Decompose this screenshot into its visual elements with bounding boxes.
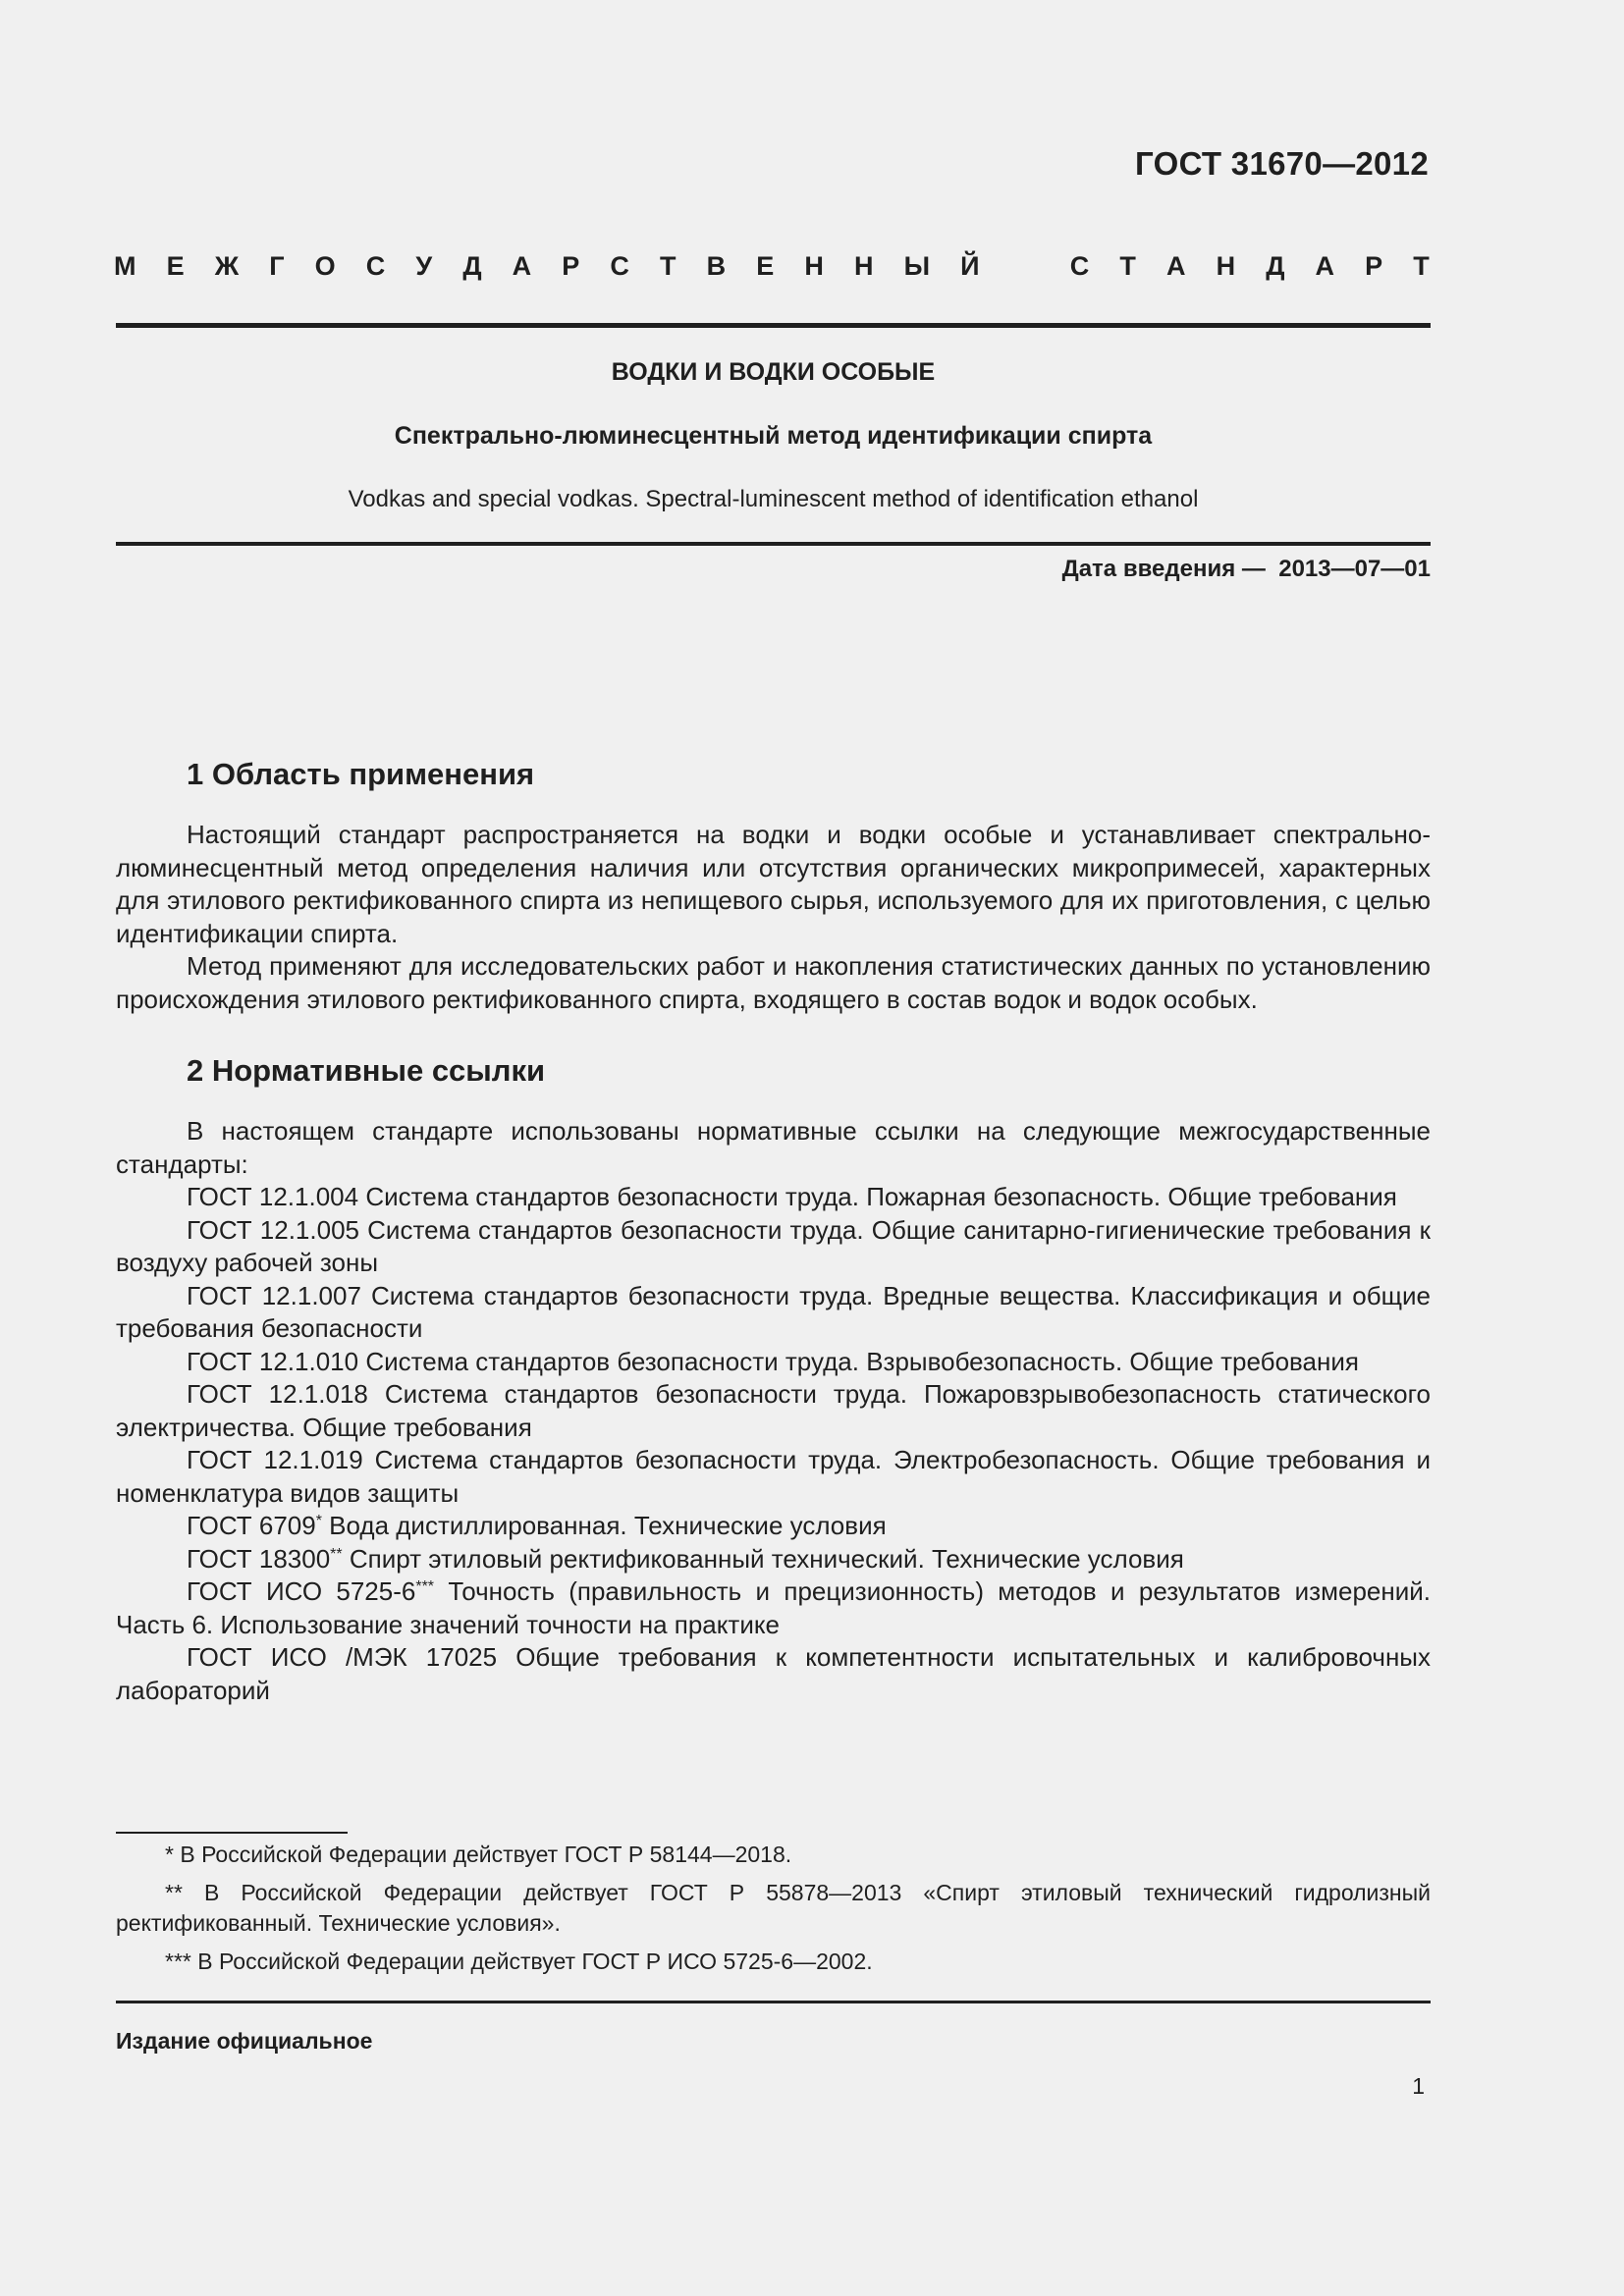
- section-1-paragraph: Метод применяют для исследовательских работ и накопления статистических данных по установлению происхождения этилового ректификованного спирта, входящего в состав водок и водок особых.: [116, 951, 1431, 1014]
- banner-letter: А: [512, 251, 532, 281]
- reference-title: Система стандартов безопасности труда. Общие санитарно-гигиенические требования к воздуху рабочей зоны: [116, 1214, 1431, 1277]
- normative-reference: [116, 1280, 1431, 1346]
- reference-code: ГОСТ 12.1.019: [187, 1445, 363, 1474]
- reference-title: Система стандартов безопасности труда. Пожаровзрывобезопасность статического электричества. Общие требования: [116, 1379, 1432, 1442]
- banner-letter: Н: [1216, 251, 1236, 281]
- section-1-paragraph: Настоящий стандарт распространяется на водки и водки особые и устанавливает спектрально-люминесцентный метод определения наличия или отсутствия органических микропримесей, характерных для этилового ректификованного спирта из непищевого сырья, используемого для их приготовления, с целью идентификации спирта.: [116, 820, 1431, 948]
- reference-code: ГОСТ 12.1.010: [187, 1346, 359, 1376]
- banner-gap: [1010, 251, 1040, 282]
- banner-letter: Н: [853, 251, 874, 281]
- document-number: ГОСТ 31670—2012: [1135, 145, 1429, 182]
- section-1-heading: 1 Область применения: [187, 757, 535, 791]
- normative-reference: [116, 1575, 1431, 1641]
- footnote-1: * В Российской Федерации действует ГОСТ Р 58144—2018.: [165, 1842, 792, 1867]
- footnote-marker: *: [315, 1513, 322, 1529]
- reference-code: ГОСТ 6709: [187, 1511, 316, 1540]
- english-title: Vodkas and special vodkas. Spectral-luminescent method of identification ethanol: [348, 486, 1199, 512]
- introduction-date: [1062, 556, 1431, 583]
- footnotes: [116, 1840, 1431, 1985]
- banner-letter: О: [314, 251, 336, 281]
- reference-title: Система стандартов безопасности труда. Пожарная безопасность. Общие требования: [365, 1182, 1397, 1211]
- footnote-3: *** В Российской Федерации действует ГОСТ Р ИСО 5725-6—2002.: [165, 1949, 873, 1974]
- normative-reference: [116, 1641, 1431, 1707]
- section-2-intro: В настоящем стандарте использованы нормативные ссылки на следующие межгосударственные стандарты:: [116, 1116, 1431, 1179]
- reference-title: Система стандартов безопасности труда. Электробезопасность. Общие требования и номенклатура видов защиты: [116, 1445, 1431, 1508]
- banner-letter: Ы: [903, 251, 931, 281]
- header-rule: [116, 323, 1431, 328]
- banner-letter: Р: [562, 251, 580, 281]
- intro-date-value: 2013—07—01: [1278, 556, 1431, 582]
- intro-date-label: Дата введения —: [1061, 556, 1266, 582]
- reference-title: Общие требования к компетентности испытательных и калибровочных лабораторий: [116, 1642, 1431, 1705]
- reference-title: Спирт этиловый ректификованный технический. Технические условия: [349, 1543, 1184, 1574]
- footnote-2: ** В Российской Федерации действует ГОСТ Р 55878—2013 «Спирт этиловый технический гидролизный ректификованный. Технические условия».: [116, 1880, 1431, 1936]
- banner-letter: С: [1069, 251, 1090, 281]
- section-2-heading: 2 Нормативные ссылки: [187, 1053, 546, 1088]
- banner-letter: Т: [660, 251, 677, 281]
- banner-letter: Д: [1266, 251, 1285, 281]
- reference-code: ГОСТ ИСО /МЭК 17025: [187, 1642, 498, 1672]
- banner-letter: У: [415, 251, 433, 281]
- banner-letter: А: [1165, 251, 1186, 281]
- banner-letter: Р: [1365, 251, 1383, 281]
- banner-letter: Й: [960, 251, 980, 281]
- section-2-body: [116, 1115, 1431, 1707]
- normative-reference: [116, 1346, 1431, 1379]
- reference-title: Вода дистиллированная. Технические условия: [329, 1511, 887, 1540]
- document-subtitle: Спектрально-люминесцентный метод идентификации спирта: [394, 422, 1153, 450]
- edition-label: Издание официальное: [116, 2028, 373, 2054]
- title-rule: [116, 542, 1431, 546]
- reference-code: ГОСТ 12.1.007: [187, 1280, 361, 1310]
- banner-letter: В: [706, 251, 727, 281]
- banner-letter: С: [365, 251, 386, 281]
- normative-reference: [116, 1510, 1431, 1543]
- section-1-body: [116, 819, 1431, 1016]
- reference-title: Точность (правильность и прецизионность) методов и результатов измерений. Часть 6. Использование значений точности на практике: [116, 1576, 1431, 1639]
- reference-code: ГОСТ 18300: [187, 1543, 331, 1574]
- document-title: ВОДКИ И ВОДКИ ОСОБЫЕ: [611, 358, 936, 386]
- reference-code: ГОСТ 12.1.018: [187, 1379, 368, 1409]
- banner-letter: Н: [804, 251, 824, 281]
- reference-title: Система стандартов безопасности труда. Взрывобезопасность. Общие требования: [365, 1346, 1359, 1376]
- banner-letter: М: [114, 251, 136, 281]
- reference-code: ГОСТ ИСО 5725-6: [187, 1576, 416, 1606]
- page-number: 1: [1412, 2073, 1425, 2099]
- normative-reference: [116, 1214, 1431, 1280]
- normative-reference: [116, 1378, 1431, 1444]
- banner-letter: Е: [166, 251, 185, 281]
- banner-letter: Ж: [214, 251, 240, 281]
- banner-letter: Д: [462, 251, 482, 281]
- footnote-marker: ***: [415, 1578, 435, 1595]
- banner-letter: Т: [1119, 251, 1136, 281]
- footnote-separator: [116, 1832, 348, 1834]
- normative-reference: [116, 1181, 1431, 1214]
- footnote-marker: **: [330, 1545, 343, 1563]
- banner-letter: С: [610, 251, 629, 281]
- normative-reference: [116, 1543, 1431, 1576]
- footer-rule: [116, 2001, 1431, 2003]
- normative-reference: [116, 1444, 1431, 1510]
- reference-code: ГОСТ 12.1.004: [187, 1182, 359, 1211]
- interstate-standard-banner: [114, 251, 1430, 282]
- banner-letter: Т: [1413, 251, 1430, 281]
- reference-code: ГОСТ 12.1.005: [187, 1214, 359, 1245]
- reference-title: Система стандартов безопасности труда. Вредные вещества. Классификация и общие требования безопасности: [116, 1280, 1431, 1343]
- banner-letter: Г: [269, 251, 285, 281]
- banner-letter: Е: [756, 251, 775, 281]
- banner-letter: А: [1315, 251, 1335, 281]
